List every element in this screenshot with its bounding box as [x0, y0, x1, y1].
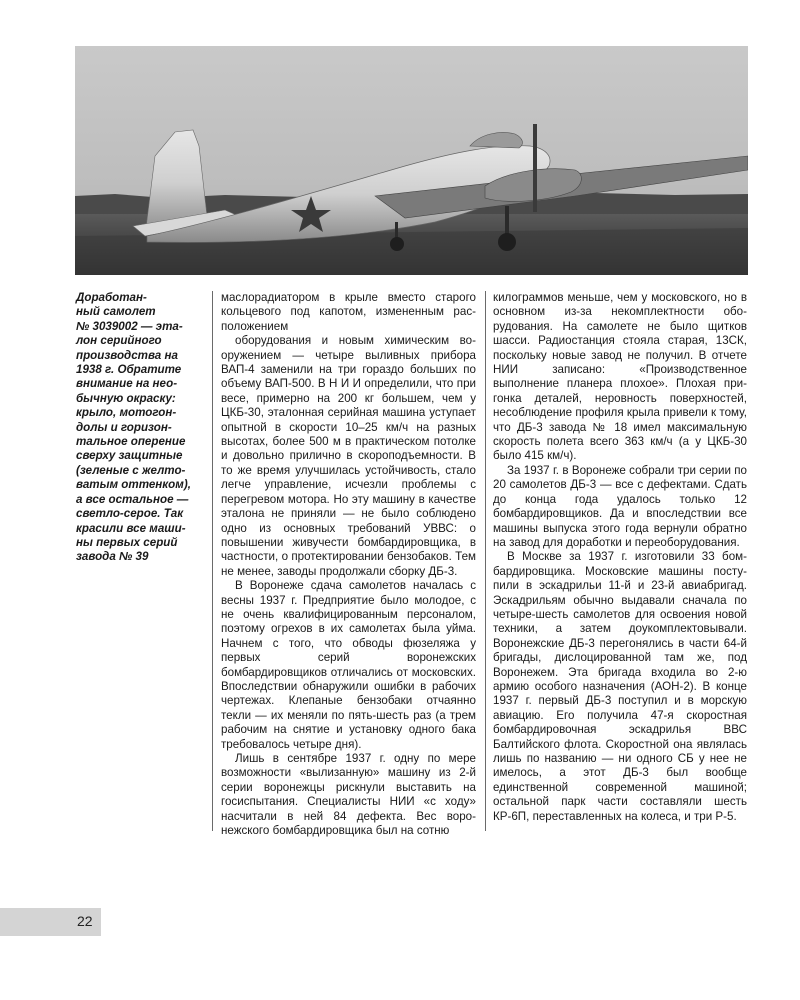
caption-line: 1938 г. Обратите [76, 363, 182, 377]
caption-line: ватым оттенком), [76, 478, 191, 492]
caption-line: а все остальное — [76, 492, 189, 506]
caption-line: бычную окраску: [76, 391, 176, 405]
caption-line: светло-серое. Так [76, 507, 184, 521]
caption-line: внимание на нео- [76, 377, 178, 391]
caption-line: сверху защитные [76, 449, 183, 463]
column-divider [485, 291, 486, 831]
paragraph: оборудования и новым химическим вооружением — четыре выливных прибора ВАП-4 заменили на три гораздо больших по объему ВАП-500. В Н И И определили, что при весе, примерно на 200 кг большем, чем у ЦКБ-30, эталонная серийная машина уступает опытной в скорости 10–25 км/ч на разных высотах, более 500 м в практическом потолке и довольно прилично в скороподъемности. В то же время улучшилась устойчивость, стало легче управление, исчезли проблемы с перегревом мотора. Но эту машину в качестве эталона не приняли — не было соблюдено одно из основных требований УВВС: о повышении живучести бомбардировщика, в частности, о протектировании бензобаков. Тем не менее, заводы продолжали сборку ДБ-3. [221, 334, 476, 578]
caption-line: крыло, мотогон- [76, 406, 177, 420]
caption-line: тальное оперение [76, 435, 186, 449]
text-column-1 [221, 291, 476, 838]
paragraph: За 1937 г. в Воронеже собрали три серии по 20 самолетов ДБ-3 — все с дефектами. Сдать до конца года удалось только 12 бомбардировщиков. Да и впоследствии все машины выпуска этого года вернули обратно на завод для доработки и переоборудования. [493, 463, 747, 549]
caption-line: № 3039002 — эта- [76, 319, 183, 333]
caption-line: Доработан- [76, 291, 147, 304]
paragraph: килограммов меньше, чем у московского, но в основном из-за некомплектности оборудования. На самолете не было щитков шасси. Радиостанция стояла старая, 13СК, поскольку новые завод не получил. В отчете НИИ записано: «Производственное выполнение планера плохое». Плохая пригонка деталей, неровность поверхностей, несоблюдение профиля крыла привели к тому, что ДБ-3 завода № 18 имел максимальную скорость полета всего 363 км/ч (а у ЦКБ-30 было 415 км/ч). [493, 291, 747, 463]
photo-caption [76, 291, 204, 565]
paragraph: В Воронеже сдача самолетов началась с весны 1937 г. Предприятие было молодое, с не очень квалифицированным персоналом, поэтому огрехов в их самолетах была уйма. Начнем с того, что обводы фюзеляжа у первых серий воронежских бомбардировщиков отличались от московских. Впоследствии обнаружили ошибки в рабочих чертежах. Клепаные бензобаки отчаянно текли — их меняли по пять-шесть раз (а трем рабочим на снятие и установку одного бака требовалось четыре дня). [221, 579, 476, 751]
page-number: 22 [77, 913, 93, 929]
paragraph: маслорадиатором в крыле вместо старого кольцевого под капотом, измененным расположением [221, 291, 476, 333]
caption-line: производства на [76, 348, 178, 362]
aircraft-photo [75, 46, 748, 275]
caption-line: долы и горизон- [76, 420, 172, 434]
caption-line: красили все маши- [76, 521, 186, 535]
paragraph: Лишь в сентябре 1937 г. одну по мере возможности «вылизанную» машину из 2-й серии воронежцы рискнули выставить на госиспытания. Специалисты НИИ «с ходу» насчитали в ней 84 дефекта. Вес воронежского бомбардировщика был на сотню [221, 752, 476, 838]
text-column-2 [493, 291, 747, 824]
aircraft-photo-drawing [75, 46, 748, 275]
caption-line: ны первых серий [76, 535, 178, 549]
column-divider [212, 291, 213, 831]
caption-line: (зеленые с желто- [76, 463, 186, 477]
caption-line: лон серийного [76, 334, 162, 348]
caption-line: ный самолет [76, 305, 156, 319]
caption-line: завода № 39 [76, 550, 149, 564]
paragraph: В Москве за 1937 г. изготовили 33 бомбардировщика. Московские машины поступили в эскадрильи 11-й и 23-й авиабригад. Эскадрильям обычно выдавали сначала по четыре-шесть самолетов для освоения новой техники, а затем доукомплектовывали. Воронежские ДБ-3 перегонялись в части 64-й бригады, дислоцированной там же, под Воронежем. Эта бригада входила во 2-ю армию особого назначения (АОН-2). В конце 1937 г. первый ДБ-3 поступил и в морскую авиацию. Его получила 47-я скоростная бомбардировочная эскадрилья ВВС Балтийского флота. Скоростной она являлась лишь по названию — ни одного СБ у нее не имелось, а этот ДБ-3 был вообще единственной современной машиной; остальной парк части составляли шесть КР-6П, переставленных на колеса, и три Р-5. [493, 550, 747, 823]
